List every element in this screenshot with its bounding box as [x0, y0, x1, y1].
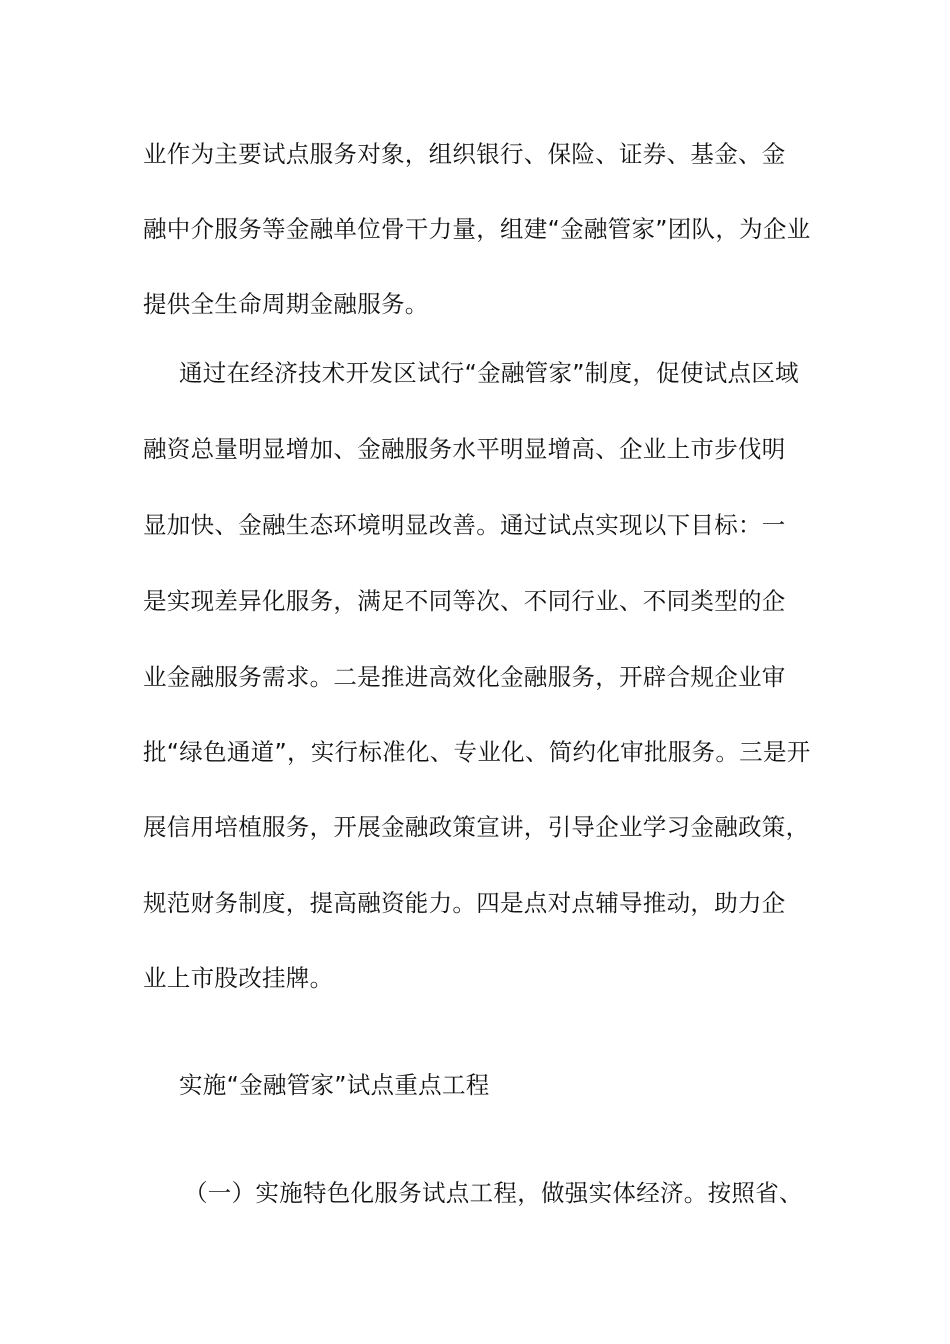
text-line: 批“绿色通道”，实行标准化、专业化、简约化审批服务。三是开 [143, 738, 811, 766]
text-line: 业上市股改挂牌。 [143, 964, 334, 992]
text-line: 是实现差异化服务，满足不同等次、不同行业、不同类型的企 [143, 587, 786, 615]
text-line: 业作为主要试点服务对象，组织银行、保险、证券、基金、金 [143, 140, 786, 168]
text-line: 业金融服务需求。二是推进高效化金融服务，开辟合规企业审 [143, 663, 786, 691]
subsection-first-line: （一）实施特色化服务试点工程，做强实体经济。按照省、 [184, 1179, 803, 1207]
text-line: 融中介服务等金融单位骨干力量，组建“金融管家”团队，为企业 [143, 215, 811, 243]
text-line: 提供全生命周期金融服务。 [143, 290, 429, 318]
paragraph-first-line: 通过在经济技术开发区试行“金融管家”制度，促使试点区域 [179, 359, 799, 387]
text-line: 显加快、金融生态环境明显改善。通过试点实现以下目标：一 [143, 511, 786, 539]
text-line: 展信用培植服务，开展金融政策宣讲，引导企业学习金融政策， [143, 813, 810, 841]
section-heading: 实施“金融管家”试点重点工程 [179, 1071, 490, 1099]
text-line: 融资总量明显增加、金融服务水平明显增高、企业上市步伐明 [143, 435, 786, 463]
text-line: 规范财务制度，提高融资能力。四是点对点辅导推动，助力企 [143, 889, 786, 917]
